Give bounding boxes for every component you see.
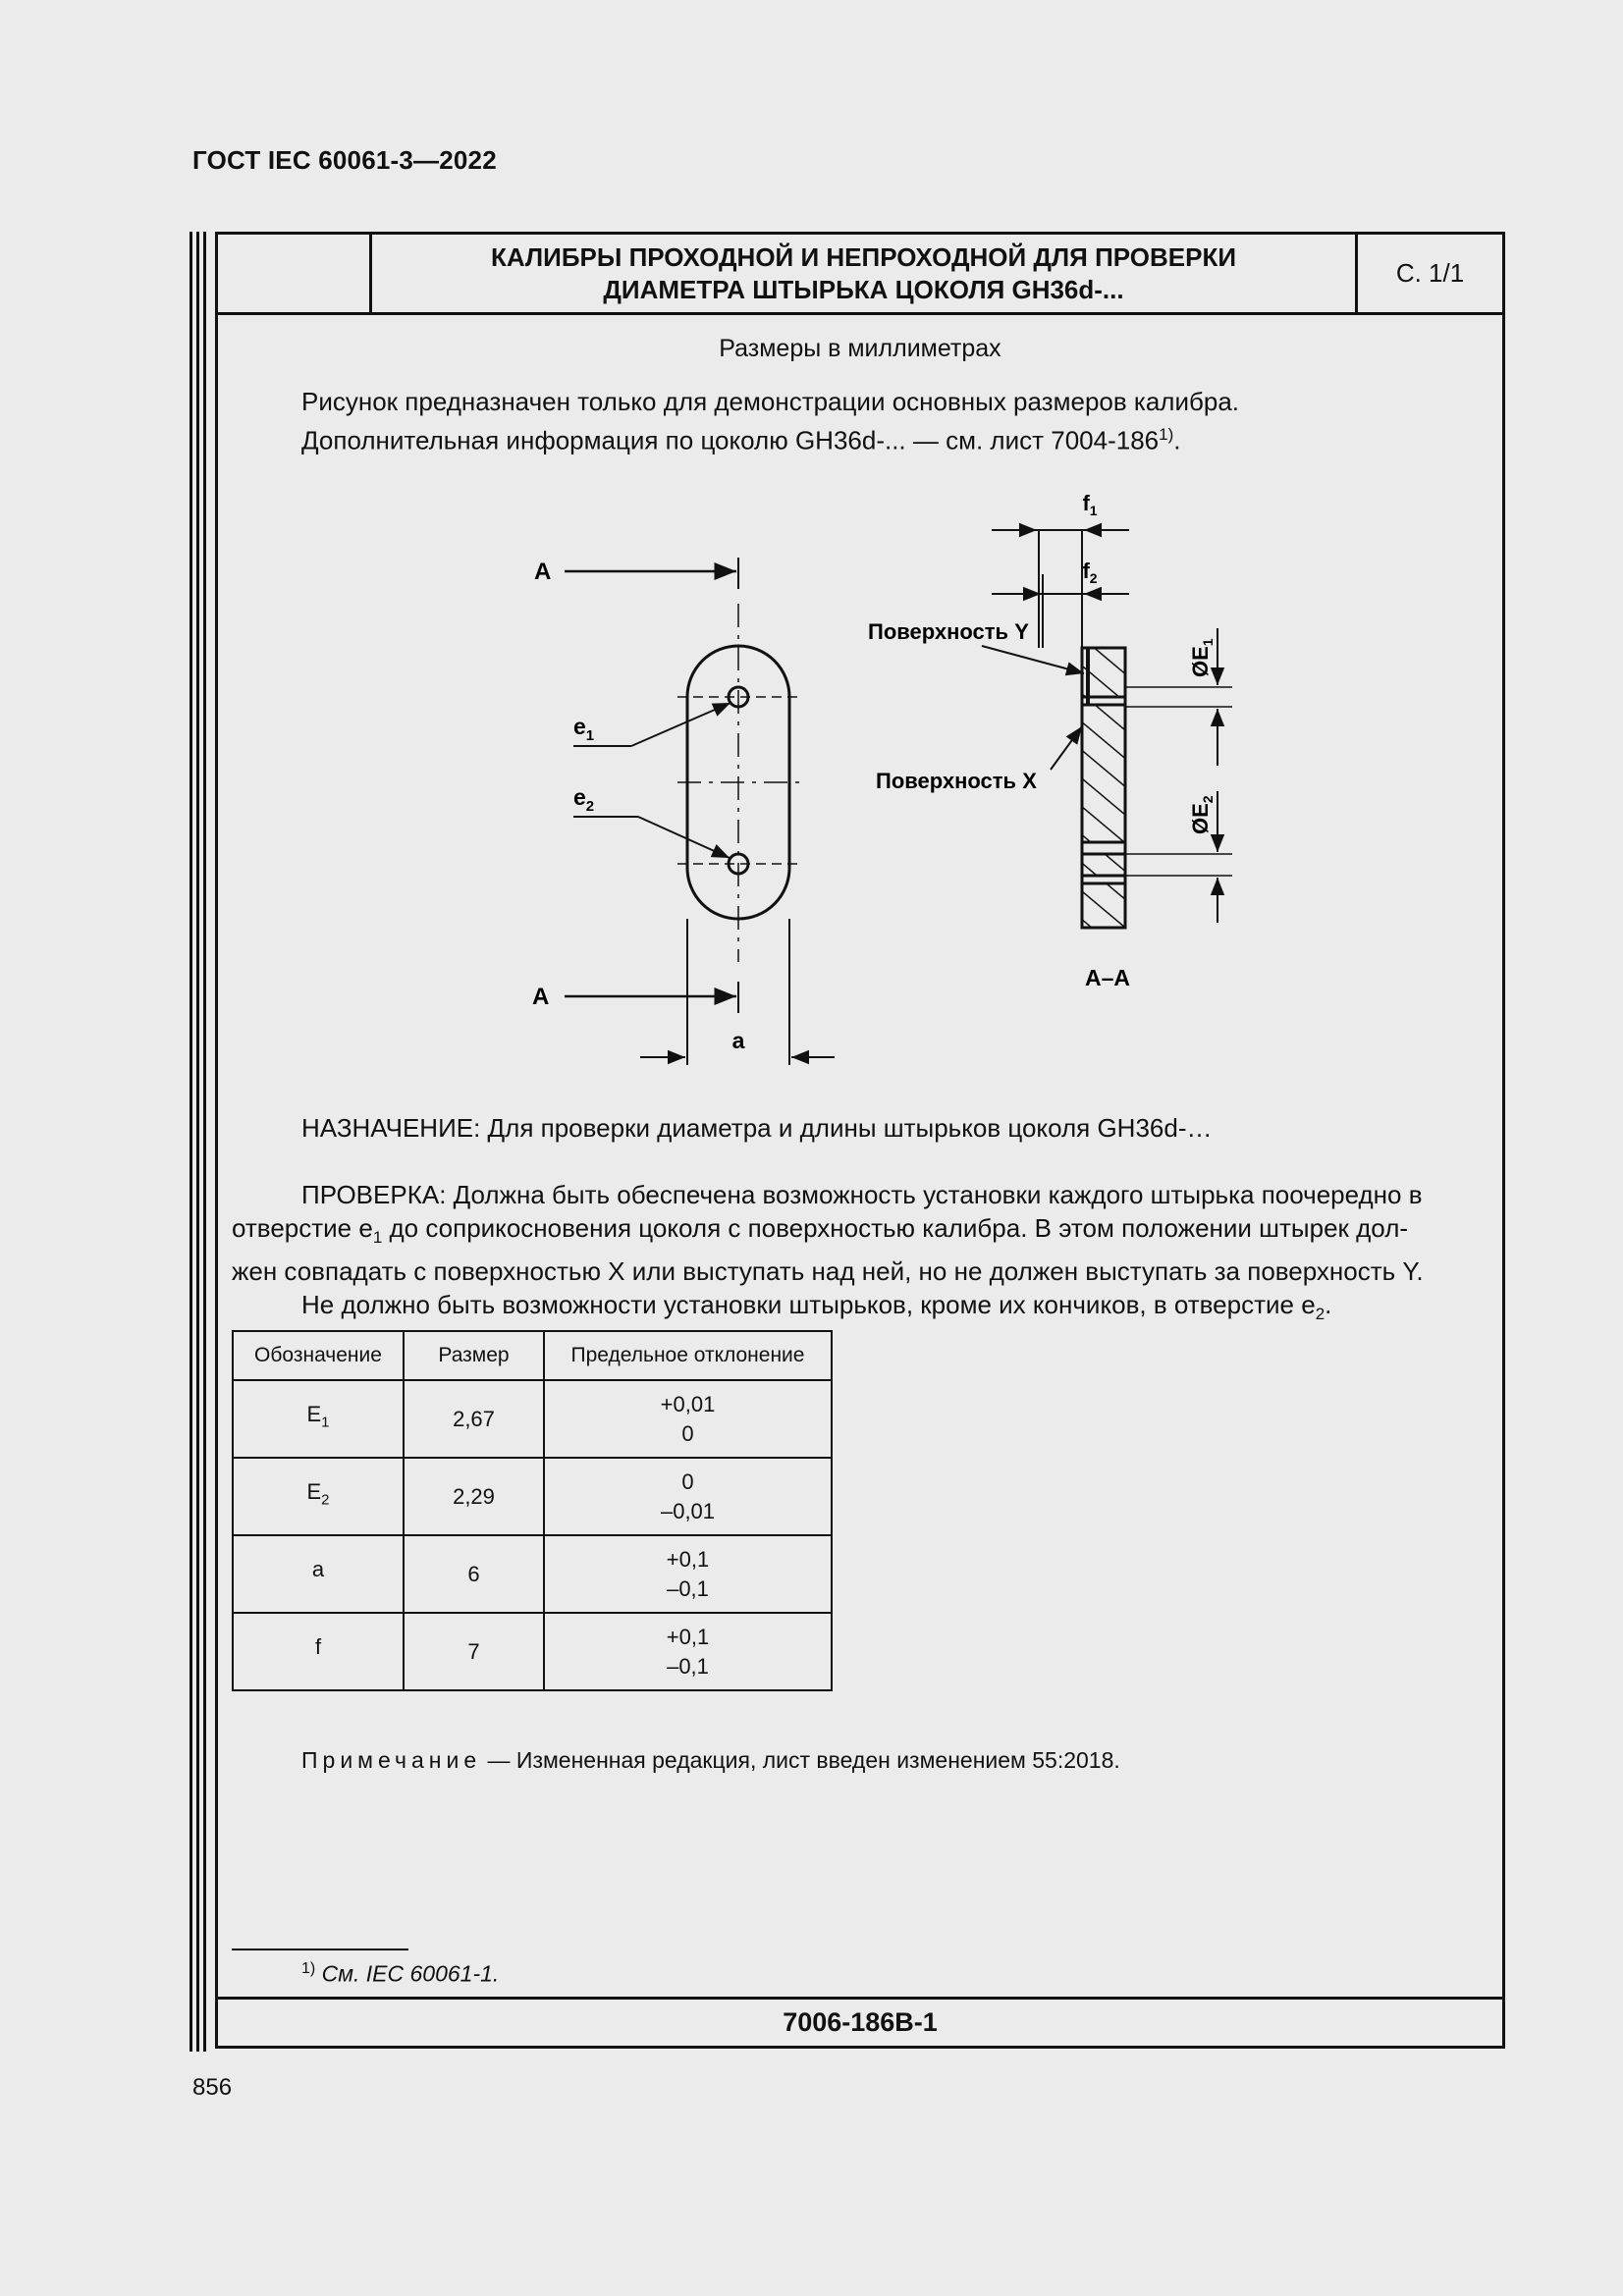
dev-upper: +0,1 bbox=[666, 1546, 710, 1572]
check-line: ПРОВЕРКА: Должна быть обеспечена возможность установки каждого штырька поочередно в bbox=[301, 1180, 1423, 1209]
dev-lower: –0,01 bbox=[660, 1498, 716, 1523]
dim-f1-text: f bbox=[1082, 491, 1090, 515]
section-body bbox=[1082, 854, 1125, 876]
symbol-sub: 2 bbox=[321, 1491, 330, 1509]
check-sub: 2 bbox=[1315, 1305, 1325, 1324]
cell-size: 7 bbox=[404, 1613, 544, 1690]
label-e1 bbox=[573, 714, 594, 744]
section-title: A–A bbox=[1084, 965, 1131, 990]
note-label: Примечание bbox=[301, 1747, 482, 1773]
col-header: Обозначение bbox=[233, 1331, 404, 1380]
dev-lower: 0 bbox=[681, 1420, 694, 1446]
footnote-text: См. IEC 60061-1. bbox=[321, 1960, 500, 1987]
check-line: жен совпадать с поверхностью X или выступать над ней, но не должен выступать за поверхность Y. bbox=[232, 1256, 1424, 1287]
dimensions-table bbox=[232, 1330, 833, 1691]
cell-symbol bbox=[233, 1458, 404, 1535]
leader-line bbox=[638, 817, 730, 858]
front-view bbox=[532, 558, 835, 1065]
table-row bbox=[233, 1613, 832, 1690]
sheet-code: 7006-186B-1 bbox=[218, 1997, 1502, 2046]
symbol-text: E bbox=[306, 1402, 322, 1427]
check-line bbox=[232, 1211, 1424, 1255]
intro-text bbox=[301, 385, 1239, 457]
cell-size: 2,67 bbox=[404, 1380, 544, 1458]
page-number: 856 bbox=[192, 2074, 233, 2101]
dia-e1-label bbox=[1188, 638, 1216, 677]
gauge-drawing bbox=[491, 481, 1257, 1080]
check-line bbox=[232, 1288, 1424, 1331]
sheet-title-line: ДИАМЕТРА ШТЫРЬКА ЦОКОЛЯ GH36d-... bbox=[603, 274, 1124, 304]
symbol-text: f bbox=[314, 1634, 322, 1660]
margin-rule bbox=[196, 232, 199, 2052]
amendment-note bbox=[301, 1747, 1120, 1774]
cell-deviation bbox=[544, 1613, 832, 1690]
label-e2 bbox=[573, 784, 594, 815]
dia-e1-text: ØE bbox=[1188, 646, 1213, 677]
section-body bbox=[1082, 883, 1125, 928]
table-row bbox=[233, 1380, 832, 1458]
cell-deviation bbox=[544, 1380, 832, 1458]
cell-symbol bbox=[233, 1535, 404, 1613]
dia-e2-label bbox=[1188, 795, 1216, 834]
sheet-title bbox=[372, 235, 1358, 312]
cell-size: 6 bbox=[404, 1535, 544, 1613]
header-blank-cell bbox=[218, 235, 372, 312]
check-line-text: Не должно быть возможности установки штырьков, кроме их кончиков, в отверстие e bbox=[301, 1290, 1316, 1320]
dev-lower: –0,1 bbox=[667, 1575, 709, 1601]
footnote-ref: 1) bbox=[1159, 425, 1174, 444]
section-label-top: A bbox=[534, 559, 552, 585]
cell-size: 2,29 bbox=[404, 1458, 544, 1535]
dia-e2-text: ØE bbox=[1188, 803, 1213, 834]
note-text: — Измененная редакция, лист введен изменением 55:2018. bbox=[481, 1747, 1120, 1773]
dev-upper: +0,1 bbox=[666, 1624, 710, 1649]
col-header: Размер bbox=[404, 1331, 544, 1380]
dim-f1-label bbox=[1082, 491, 1097, 518]
dim-f2-sub: 2 bbox=[1089, 570, 1098, 586]
intro-line bbox=[301, 418, 1239, 457]
dia-e1-sub: 1 bbox=[1200, 638, 1216, 647]
intro-line: Рисунок предназначен только для демонстрации основных размеров калибра. bbox=[301, 387, 1240, 416]
surface-x-label: Поверхность X bbox=[876, 769, 1037, 793]
dev-upper: 0 bbox=[681, 1468, 694, 1494]
footnote bbox=[301, 1960, 499, 1988]
margin-rule bbox=[189, 232, 192, 2052]
label-e1-sub: 1 bbox=[585, 727, 595, 744]
intro-line-end: . bbox=[1173, 425, 1181, 455]
units-note: Размеры в миллиметрах bbox=[719, 335, 1001, 362]
sheet-header bbox=[218, 235, 1502, 315]
dia-e2-sub: 2 bbox=[1200, 795, 1216, 804]
section-body bbox=[1082, 705, 1125, 842]
section-view bbox=[868, 491, 1232, 990]
purpose-text: НАЗНАЧЕНИЕ: Для проверки диаметра и длины штырьков цоколя GH36d-… bbox=[301, 1113, 1213, 1143]
dim-a-label: a bbox=[731, 1028, 745, 1053]
check-line-text: . bbox=[1325, 1290, 1332, 1320]
footnote-mark: 1) bbox=[301, 1960, 316, 1977]
sheet-number: С. 1/1 bbox=[1395, 258, 1465, 288]
surface-y-label: Поверхность Y bbox=[868, 619, 1029, 644]
dim-f1-sub: 1 bbox=[1089, 503, 1098, 518]
leader-line bbox=[631, 703, 730, 746]
sheet-title-line: КАЛИБРЫ ПРОХОДНОЙ И НЕПРОХОДНОЙ ДЛЯ ПРОВЕРКИ bbox=[490, 241, 1237, 272]
cell-symbol bbox=[233, 1380, 404, 1458]
document-code: ГОСТ IEC 60061-3—2022 bbox=[192, 145, 497, 175]
cell-symbol bbox=[233, 1613, 404, 1690]
leader-line bbox=[982, 646, 1084, 673]
leader-line bbox=[1051, 726, 1082, 770]
cell-deviation bbox=[544, 1458, 832, 1535]
check-sub: 1 bbox=[372, 1228, 383, 1248]
dim-f2-label bbox=[1082, 559, 1097, 586]
dim-f2-text: f bbox=[1082, 559, 1090, 583]
label-e2-text: e bbox=[573, 784, 586, 810]
footnote-separator bbox=[232, 1949, 408, 1950]
symbol-sub: 1 bbox=[321, 1414, 330, 1431]
check-line-text: отверстие e bbox=[232, 1213, 373, 1243]
table-header-row bbox=[233, 1331, 832, 1380]
dev-upper: +0,01 bbox=[660, 1391, 716, 1416]
label-e2-sub: 2 bbox=[585, 798, 595, 815]
section-label-bottom: A bbox=[532, 984, 550, 1010]
check-line-text: до соприкосновения цоколя с поверхностью калибра. В этом положении штырек дол- bbox=[382, 1213, 1409, 1243]
intro-line-text: Дополнительная информация по цоколю GH36d-... — см. лист 7004-186 bbox=[301, 425, 1160, 455]
symbol-text: a bbox=[311, 1557, 325, 1582]
margin-rule bbox=[203, 232, 206, 2052]
dev-lower: –0,1 bbox=[667, 1653, 709, 1679]
table-row bbox=[233, 1535, 832, 1613]
label-e1-text: e bbox=[573, 714, 586, 739]
col-header: Предельное отклонение bbox=[544, 1331, 832, 1380]
symbol-text: E bbox=[306, 1479, 322, 1505]
check-text bbox=[232, 1178, 1424, 1331]
cell-deviation bbox=[544, 1535, 832, 1613]
table-row bbox=[233, 1458, 832, 1535]
